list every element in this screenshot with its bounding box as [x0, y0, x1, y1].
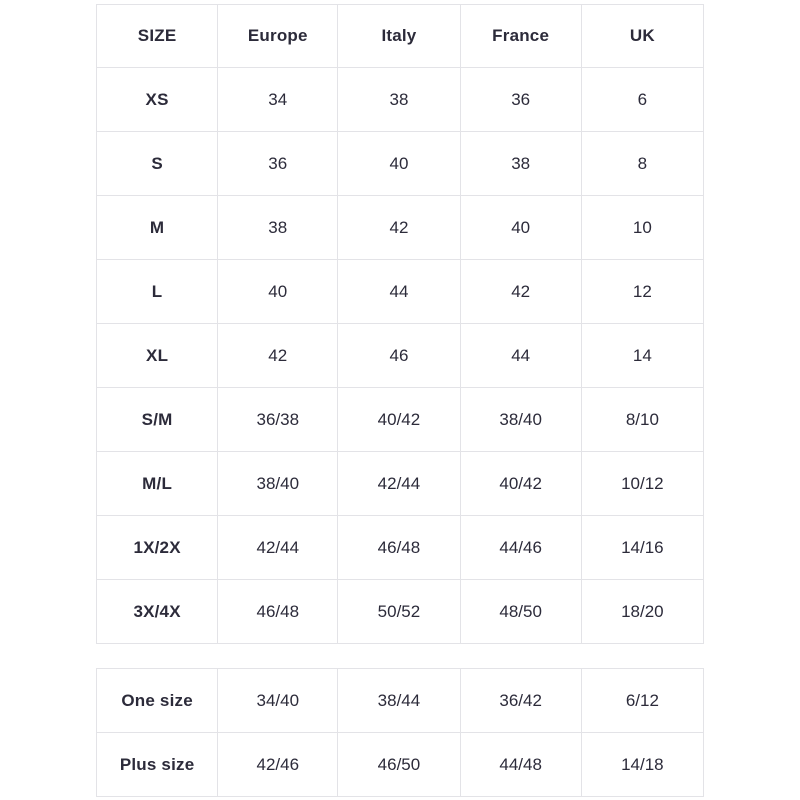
cell-europe: 42	[218, 324, 338, 388]
table-header-row	[97, 5, 704, 68]
cell-france: 44	[460, 324, 581, 388]
row-label: One size	[97, 669, 218, 733]
row-label: S	[97, 132, 218, 196]
table-row	[97, 516, 704, 580]
size-conversion-table	[96, 4, 704, 644]
cell-uk: 10	[581, 196, 703, 260]
cell-europe: 38/40	[218, 452, 338, 516]
table-row	[97, 324, 704, 388]
row-label: M/L	[97, 452, 218, 516]
cell-uk: 10/12	[581, 452, 703, 516]
cell-italy: 38	[338, 68, 460, 132]
cell-france: 48/50	[460, 580, 581, 644]
row-label: M	[97, 196, 218, 260]
cell-uk: 14/16	[581, 516, 703, 580]
table-row	[97, 68, 704, 132]
cell-france: 40	[460, 196, 581, 260]
table-row	[97, 669, 704, 733]
special-size-table	[96, 668, 704, 797]
row-label: Plus size	[97, 733, 218, 797]
row-label: S/M	[97, 388, 218, 452]
cell-france: 44/46	[460, 516, 581, 580]
cell-uk: 8	[581, 132, 703, 196]
cell-italy: 40	[338, 132, 460, 196]
cell-france: 38	[460, 132, 581, 196]
table-row	[97, 260, 704, 324]
cell-france: 36/42	[460, 669, 581, 733]
row-label: L	[97, 260, 218, 324]
cell-france: 40/42	[460, 452, 581, 516]
column-header-italy: Italy	[338, 5, 460, 68]
cell-italy: 44	[338, 260, 460, 324]
cell-italy: 46/48	[338, 516, 460, 580]
cell-europe: 46/48	[218, 580, 338, 644]
table-header	[97, 5, 704, 68]
cell-uk: 6	[581, 68, 703, 132]
cell-italy: 46/50	[338, 733, 460, 797]
cell-europe: 42/44	[218, 516, 338, 580]
table-row	[97, 580, 704, 644]
cell-italy: 38/44	[338, 669, 460, 733]
cell-europe: 38	[218, 196, 338, 260]
table-row	[97, 388, 704, 452]
table-row	[97, 132, 704, 196]
special-size-table-wrapper	[96, 668, 704, 797]
cell-europe: 34/40	[218, 669, 338, 733]
row-label: XS	[97, 68, 218, 132]
cell-uk: 8/10	[581, 388, 703, 452]
cell-france: 42	[460, 260, 581, 324]
row-label: 1X/2X	[97, 516, 218, 580]
cell-france: 44/48	[460, 733, 581, 797]
cell-uk: 14/18	[581, 733, 703, 797]
cell-italy: 40/42	[338, 388, 460, 452]
table-body	[97, 68, 704, 644]
row-label: 3X/4X	[97, 580, 218, 644]
size-conversion-table-wrapper	[96, 4, 704, 644]
cell-uk: 12	[581, 260, 703, 324]
column-header-uk: UK	[581, 5, 703, 68]
cell-uk: 14	[581, 324, 703, 388]
row-label: XL	[97, 324, 218, 388]
cell-uk: 18/20	[581, 580, 703, 644]
column-header-france: France	[460, 5, 581, 68]
table-row	[97, 733, 704, 797]
cell-europe: 42/46	[218, 733, 338, 797]
cell-italy: 42/44	[338, 452, 460, 516]
table-body	[97, 669, 704, 797]
cell-italy: 50/52	[338, 580, 460, 644]
cell-france: 36	[460, 68, 581, 132]
cell-europe: 34	[218, 68, 338, 132]
cell-uk: 6/12	[581, 669, 703, 733]
column-header-europe: Europe	[218, 5, 338, 68]
table-row	[97, 452, 704, 516]
cell-europe: 36	[218, 132, 338, 196]
cell-europe: 40	[218, 260, 338, 324]
cell-italy: 42	[338, 196, 460, 260]
cell-europe: 36/38	[218, 388, 338, 452]
table-row	[97, 196, 704, 260]
column-header-size: SIZE	[97, 5, 218, 68]
cell-france: 38/40	[460, 388, 581, 452]
cell-italy: 46	[338, 324, 460, 388]
